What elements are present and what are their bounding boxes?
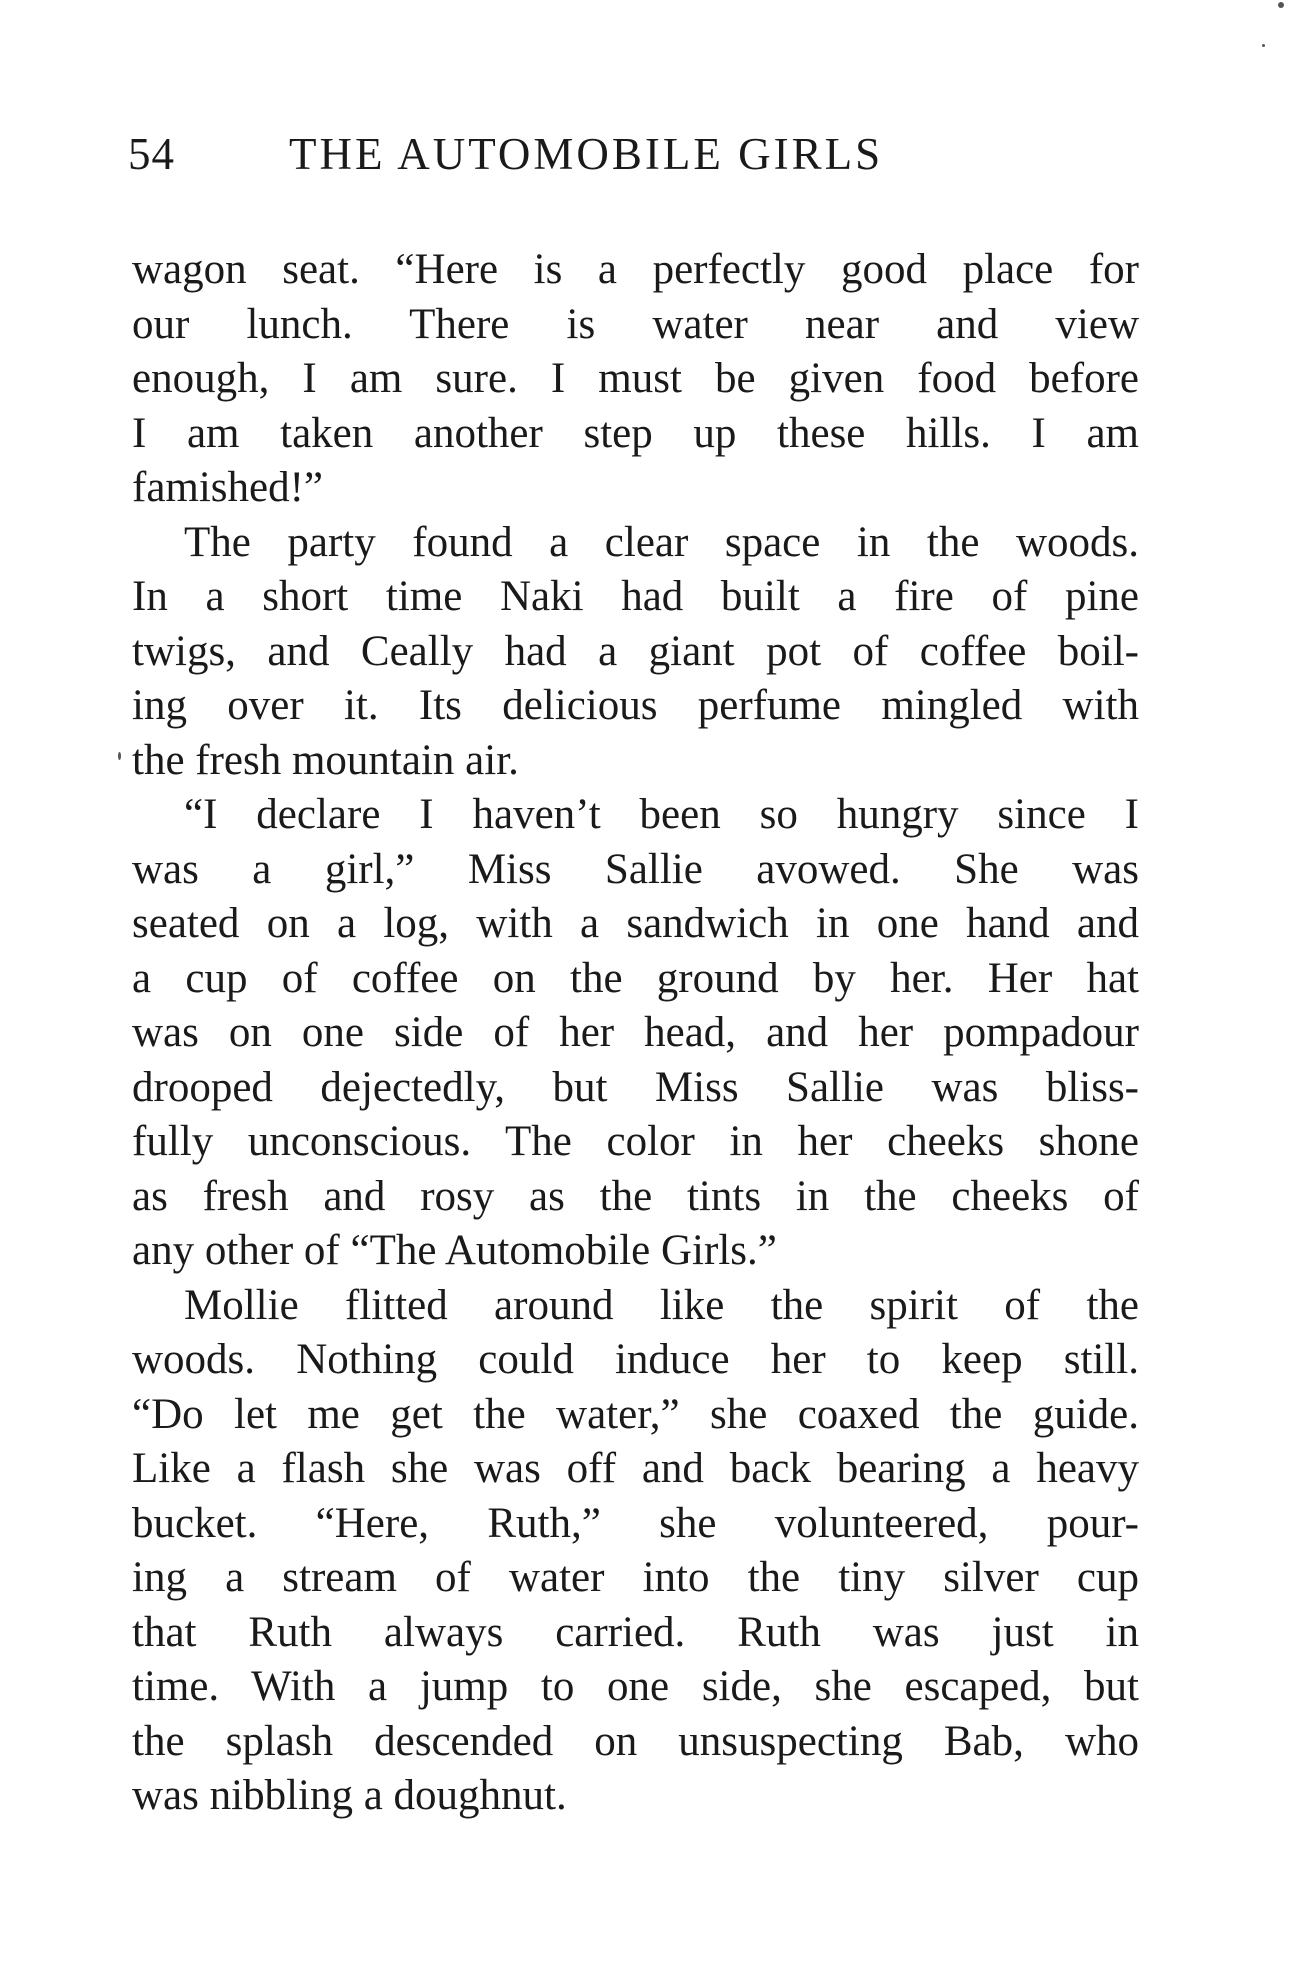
text-line: that Ruth always carried. Ruth was just in <box>132 1608 1139 1656</box>
text-line: drooped dejectedly, but Miss Sallie was bliss- <box>132 1063 1139 1111</box>
text-line: I am taken another step up these hills. I am <box>132 409 1139 457</box>
text-line: fully unconscious. The color in her cheeks shone <box>132 1118 1139 1165</box>
text-line: was on one side of her head, and her pompadour <box>132 1009 1139 1056</box>
text-line: Mollie flitted around like the spirit of the <box>184 1281 1139 1329</box>
text-line: “I declare I haven’t been so hungry since I <box>184 791 1139 838</box>
text-line: famished!” <box>132 464 324 511</box>
text-line: time. With a jump to one side, she escaped, but <box>132 1663 1139 1710</box>
text-line: was nibbling a doughnut. <box>132 1772 567 1819</box>
running-title: THE AUTOMOBILE GIRLS <box>289 129 884 179</box>
text-line: enough, I am sure. I must be given food before <box>132 355 1139 402</box>
scan-speck <box>1278 2 1284 8</box>
text-line: The party found a clear space in the woods. <box>184 518 1139 566</box>
text-line: In a short time Naki had built a fire of pine <box>132 573 1139 620</box>
text-line: a cup of coffee on the ground by her. Her hat <box>132 954 1139 1002</box>
text-line: our lunch. There is water near and view <box>132 300 1139 348</box>
text-line: seated on a log, with a sandwich in one hand and <box>132 900 1139 947</box>
scan-speck <box>118 752 121 760</box>
text-line: the fresh mountain air. <box>132 736 519 784</box>
text-line: as fresh and rosy as the tints in the cheeks of <box>132 1172 1139 1220</box>
text-line: ing over it. Its delicious perfume mingled with <box>132 682 1139 729</box>
text-line: ing a stream of water into the tiny silver cup <box>132 1554 1139 1601</box>
scan-speck <box>1262 44 1265 47</box>
text-line: the splash descended on unsuspecting Bab, who <box>132 1717 1139 1765</box>
text-line: wagon seat. “Here is a perfectly good place for <box>132 246 1139 293</box>
text-line: bucket. “Here, Ruth,” she volunteered, pour- <box>132 1499 1139 1547</box>
text-line: twigs, and Ceally had a giant pot of coffee boil- <box>132 627 1139 675</box>
text-line: woods. Nothing could induce her to keep still. <box>132 1336 1139 1383</box>
page-number: 54 <box>128 129 175 179</box>
text-line: any other of “The Automobile Girls.” <box>132 1227 777 1274</box>
text-line: Like a flash she was off and back bearing a heavy <box>132 1445 1139 1492</box>
text-line: was a girl,” Miss Sallie avowed. She was <box>132 845 1139 893</box>
page-header <box>128 128 1138 188</box>
text-line: “Do let me get the water,” she coaxed the guide. <box>132 1390 1139 1438</box>
body-text <box>132 243 1139 1824</box>
